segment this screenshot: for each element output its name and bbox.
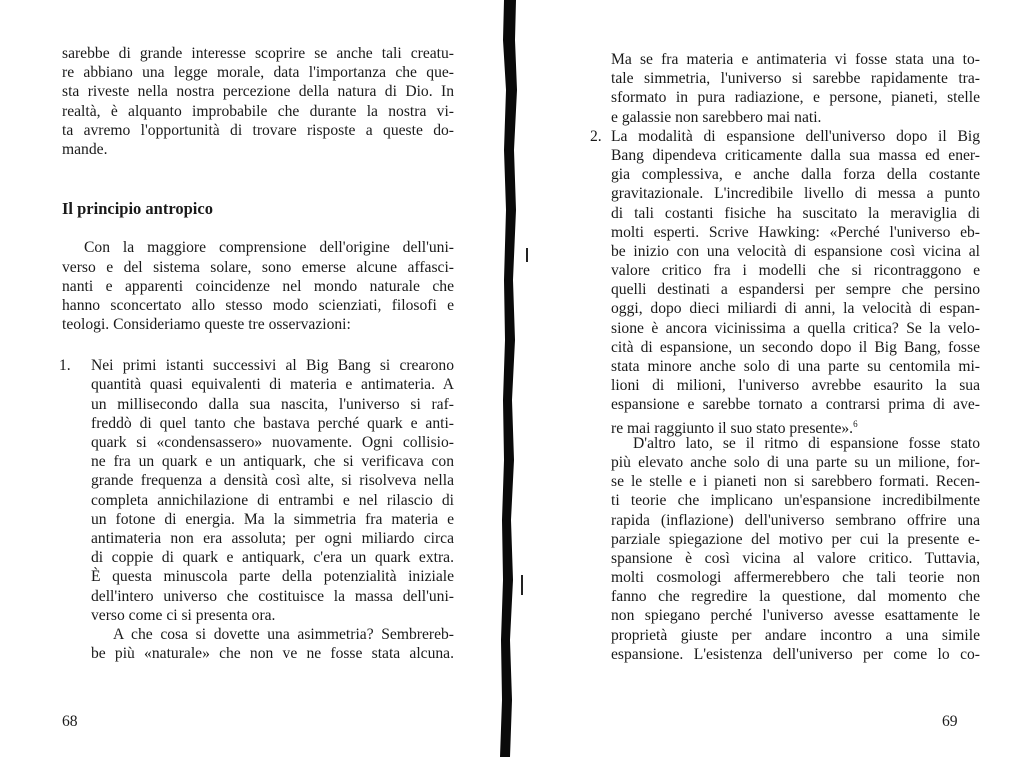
text-line — [611, 415, 980, 437]
text-line: oggi, dopo dieci miliardi di anni, la velocità di espan- — [611, 300, 980, 318]
left-paragraph-2 — [62, 238, 454, 334]
text-line: molti cosmologi affermerebbero che tali teorie non — [611, 569, 980, 587]
text-line: quantità quasi equivalenti di materia e antimateria. A — [91, 376, 454, 394]
text-line: A che cosa si dovette una asimmetria? Sembrereb- — [113, 625, 454, 643]
text-line: verso e del sistema solare, sono emerse alcune affasci- — [62, 258, 454, 276]
text-line: un fotone di energia. Ma la simmetria fra materia e — [91, 510, 454, 528]
quote-end-text: re mai raggiunto il suo stato presente». — [611, 419, 854, 437]
page-number: 68 — [62, 713, 78, 730]
text-line: molti esperti. Scrive Hawking: «Perché l'universo eb- — [611, 223, 980, 241]
list-number: 1. — [59, 357, 71, 375]
text-line: se le stelle e i pianeti non si sarebbero formati. Recen- — [611, 473, 980, 491]
text-line: mande. — [62, 140, 108, 158]
text-line: rapida (inflazione) dell'universo sembrano offrire una — [611, 511, 980, 529]
text-line: quelli destinati a espandersi per sempre che persino — [611, 281, 980, 299]
text-line: completa annichilazione di entrambi e nel rilascio di — [91, 491, 454, 509]
page-number: 69 — [942, 713, 958, 730]
text-line: freddò di quel tanto che bastava perché quark e anti- — [91, 414, 454, 432]
text-line: spansione è così vicina al valore critico. Tuttavia, — [611, 549, 980, 567]
text-line: antimateria non era assoluta; per ogni miliardo circa — [91, 529, 454, 547]
text-line: fanno che regredire la questione, dal momento che — [611, 588, 980, 606]
left-page — [0, 0, 500, 757]
text-line: un millisecondo dalla sua nascita, l'universo si raf- — [91, 395, 454, 413]
text-line: Nei primi istanti successivi al Big Bang si crearono — [91, 357, 454, 375]
footnote-marker[interactable]: 6 — [853, 418, 858, 429]
text-line: di coppie di quark e antiquark, c'era un quark extra. — [91, 549, 454, 567]
text-line: sta riveste nella nostra percezione della natura di Dio. In — [62, 83, 454, 101]
text-line: lioni di milioni, l'universo avrebbe esaurito la sua — [611, 377, 980, 395]
text-line: La modalità di espansione dell'universo dopo il Big — [611, 127, 980, 145]
text-line: sarebbe di grande interesse scoprire se anche tali creatu- — [62, 45, 454, 62]
text-line: gravitazionale. L'incredibile livello di messa a punto — [611, 185, 980, 203]
right-page — [520, 0, 1024, 757]
text-line: Ma se fra materia e antimateria vi fosse stata una to- — [611, 51, 980, 68]
text-line: di tali costanti fisiche ha suscitato la meraviglia di — [611, 204, 980, 222]
text-line: stata minore anche solo di una parte su centomila mi- — [611, 358, 980, 375]
text-line: non spiegano perché l'universo avesse esattamente le — [611, 607, 980, 625]
list-number: 2. — [590, 127, 602, 145]
text-line: dell'intero universo che costituisce la massa dell'uni- — [91, 587, 454, 605]
text-line: be inizio con una velocità di espansione così vicina al — [611, 242, 980, 260]
text-line: valore critico fra i modelli che si ricontraggono e — [611, 262, 980, 280]
text-line: D'altro lato, se il ritmo di espansione fosse stato — [633, 434, 980, 452]
text-line: espansione. L'esistenza dell'universo per come lo co- — [611, 645, 980, 663]
text-line: teologi. Consideriamo queste tre osservazioni: — [62, 316, 351, 334]
text-line: verso come ci si presenta ora. — [91, 606, 276, 624]
text-line: ta avremo l'opportunità di trovare risposte a queste do- — [62, 121, 454, 139]
text-line: e galassie non sarebbero mai nati. — [611, 108, 822, 126]
text-line: sformato in pura radiazione, e persone, pianeti, stelle — [611, 89, 980, 107]
text-line: ne fra un quark e un antiquark, che si verificava con — [91, 453, 454, 471]
text-line: hanno sconcertato allo stesso modo scienziati, filosofi e — [62, 296, 454, 314]
right-text-column — [590, 50, 980, 664]
list-item-1 — [59, 356, 454, 663]
text-line: nanti e apparenti coincidenze nel mondo naturale che — [62, 277, 454, 295]
text-line: parziale spiegazione del motivo per cui la presente e- — [611, 530, 980, 548]
book-gutter-shadow — [498, 0, 522, 757]
gutter-shadow-shape — [498, 0, 522, 757]
list-item-2 — [590, 127, 980, 664]
section-heading: Il principio antropico — [62, 199, 213, 219]
text-line: ti teorie che implicano un'espansione incredibilmente — [611, 492, 980, 510]
text-line: re abbiano una legge morale, data l'importanza che que- — [62, 64, 454, 82]
left-paragraph-1 — [62, 44, 454, 159]
text-line: Bang dipendeva criticamente dalla sua massa ed ener- — [611, 146, 980, 164]
text-line: più elevato anche solo di una parte su un milione, for- — [611, 453, 980, 471]
text-line: realtà, è alquanto improbabile che durante la nostra vi- — [62, 102, 454, 120]
text-line: proprietà giuste per andare incontro a una simile — [611, 626, 980, 644]
text-line: sione è ancora vicinissima a quella critica? Se la velo- — [611, 319, 980, 337]
text-line: espansione e sarebbe tornato a contrarsi prima di ave- — [611, 396, 980, 414]
text-line: quark si «condensassero» nuovamente. Ogni collisio- — [91, 434, 454, 451]
text-line: È questa minuscola parte della potenzialità iniziale — [91, 568, 454, 586]
text-line: tale simmetria, l'universo si sarebbe rapidamente tra- — [611, 70, 980, 88]
text-line: gia complessiva, e anche dalla forza della costante — [611, 166, 980, 184]
left-text-column — [59, 44, 454, 663]
text-line: cità di espansione, un secondo dopo il Big Bang, fosse — [611, 338, 980, 356]
right-paragraph-1 — [590, 50, 980, 127]
text-line: grande frequenza a densità così alte, si risolveva nella — [91, 472, 454, 490]
text-line: be più «naturale» che non ve ne fosse stata alcuna. — [91, 645, 454, 663]
text-line: Con la maggiore comprensione dell'origine dell'uni- — [84, 239, 454, 257]
